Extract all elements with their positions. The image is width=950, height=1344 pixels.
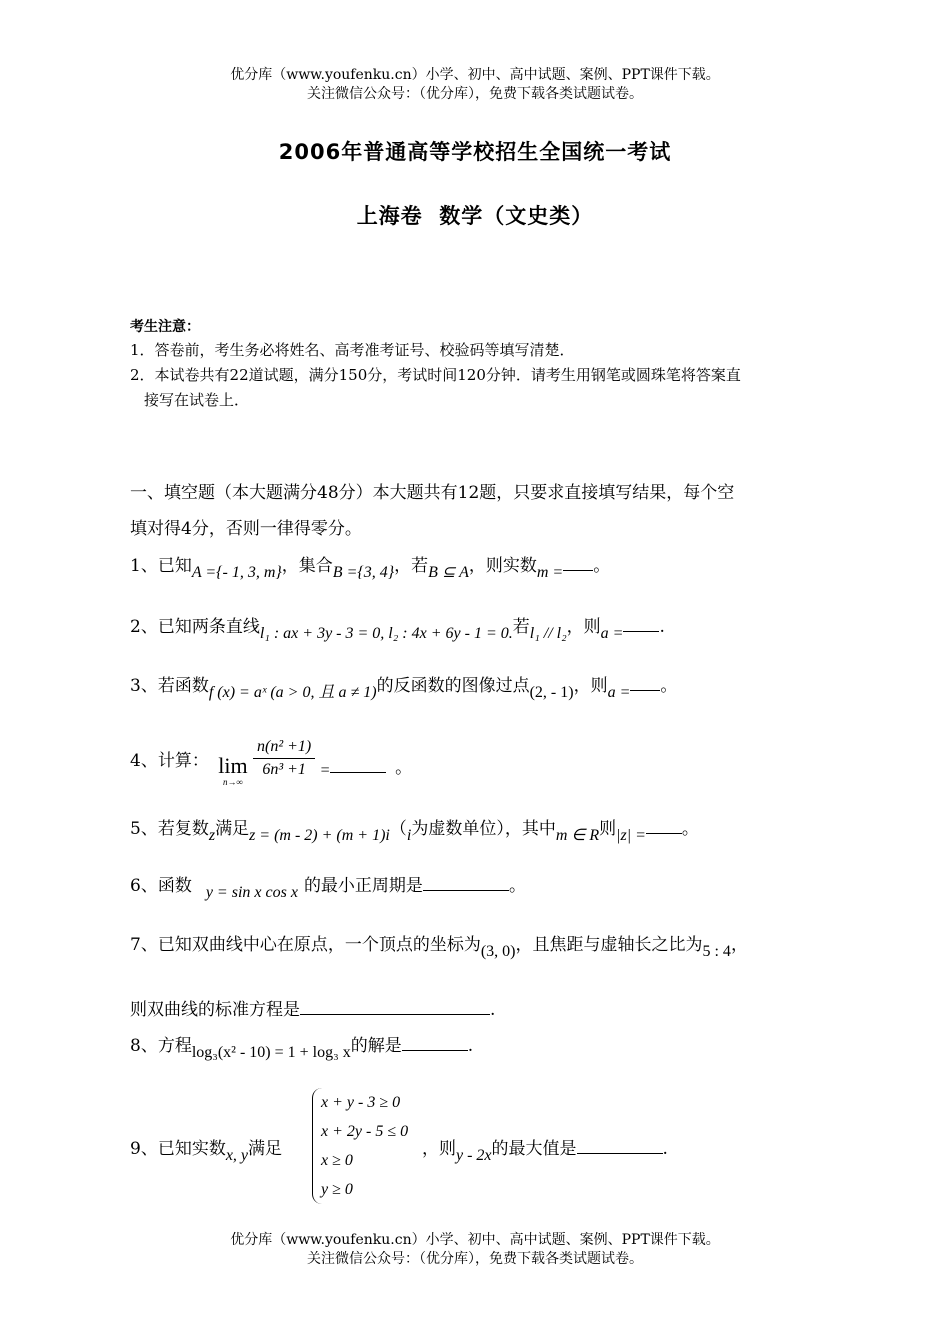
section1-intro: 一、填空题（本大题满分48分）本大题共有12题，只要求直接填写结果，每个空 [130,483,735,503]
q8-end: . [467,1036,474,1056]
q5-text-1: 5、若复数 [130,819,209,839]
page-footer-line1: 优分库（www.youfenku.cn）小学、初中、高中试题、案例、PPT课件下载。 [230,1232,720,1248]
q9-answer-blank[interactable] [577,1139,663,1154]
q4-numerator: n(n² +1) [253,738,315,759]
question-7-cont [130,995,495,1020]
notice-heading: 考生注意： [130,319,200,335]
q4-answer-blank[interactable] [330,758,386,773]
q1-math-4: m = [536,564,564,581]
q9-constraint-2: x + 2y - 5 ≤ 0 [321,1123,409,1140]
question-4 [130,738,413,787]
q4-denominator: 6n³ +1 [262,761,306,778]
q5-math-3: i [406,827,412,844]
q9-text-1: 9、已知实数 [130,1139,226,1159]
q1-text-3: ，若 [394,556,429,576]
q3-math-1: f (x) = aˣ (a > 0, 且 a ≠ 1) [208,684,377,701]
q4-lim-sub: n→∞ [222,776,243,787]
q7-end: . [490,1000,496,1020]
q8-text-1: 8、方程 [130,1036,192,1056]
q2-text-2: 若 [512,617,530,637]
section1-intro-cont: 填对得4分，否则一律得零分。 [130,519,362,539]
q2-answer-blank[interactable] [623,622,659,632]
q6-text-2: 的最小正周期是 [303,876,423,896]
q3-math-3: a = [607,684,631,701]
q8-text-2: 的解是 [350,1036,402,1056]
q5-text-4: 为虚数单位），其中 [411,819,556,839]
q5-text-5: 则 [599,819,617,839]
question-9-tail [422,1134,668,1164]
notice-item-2: 2．本试卷共有22道试题，满分150分，考试时间120分钟．请考生用钢笔或圆珠笔将答案直 [130,366,741,384]
question-2 [130,612,665,642]
q5-end: 。 [681,819,699,839]
q4-limit [218,752,248,787]
q5-answer-blank[interactable] [646,819,682,834]
q3-end: 。 [660,676,678,696]
q9-constraint-4: y ≥ 0 [321,1181,353,1198]
q5-math-1: z [208,827,216,844]
q9-math-2: y - 2x [456,1147,492,1164]
q4-fraction [253,738,315,779]
q2-text-1: 2、已知两条直线 [130,617,260,637]
q2-text-3: ，则 [566,617,601,637]
q6-end: 。 [508,876,526,896]
exam-title: 2006年普通高等学校招生全国统一考试 [278,140,672,164]
q1-answer-blank[interactable] [563,556,593,571]
q1-math-3: B ⊆ A [428,564,469,581]
q5-math-2: z = (m - 2) + (m + 1)i [249,827,390,844]
q6-answer-blank[interactable] [423,876,509,891]
page-header-line2: 关注微信公众号：（优分库），免费下载各类试题试卷。 [307,86,643,102]
q1-math-1: A ={- 1, 3, m} [191,564,282,581]
q6-math-1: y = sin x cos x [205,884,298,901]
q5-text-3: （ [389,819,407,839]
q9-text-3: ，则 [422,1139,456,1159]
q9-math-1: x, y [225,1147,249,1164]
q7-text-1: 7、已知双曲线中心在原点，一个顶点的坐标为 [130,935,481,955]
q1-text-1: 1、已知 [130,556,192,576]
question-3 [130,671,678,701]
question-1 [130,551,611,581]
page-header-line1: 优分库（www.youfenku.cn）小学、初中、高中试题、案例、PPT课件下载。 [230,67,720,83]
q7-text-3: ， [730,935,748,955]
q3-text-2: 的反函数的图像过点 [376,676,530,696]
question-6 [130,871,526,901]
q9-constraint-system [312,1088,408,1204]
q1-end: 。 [593,556,611,576]
question-8 [130,1031,474,1061]
q9-constraint-3: x ≥ 0 [321,1152,353,1169]
question-9 [130,1134,283,1164]
q9-constraint-1: x + y - 3 ≥ 0 [321,1094,401,1111]
q8-math-1: log₃(x² - 10) = 1 + log₃ x [191,1044,351,1061]
q1-text-2: ，集合 [281,556,333,576]
q5-text-2: 满足 [215,819,250,839]
q3-math-2: (2, - 1) [529,684,574,701]
q2-end: . [659,617,665,637]
question-5 [130,814,699,844]
page-footer-line2: 关注微信公众号：（优分库），免费下载各类试题试卷。 [307,1251,643,1267]
q9-text-4: 的最大值是 [491,1139,577,1159]
q6-text-1: 6、函数 [130,876,192,896]
q2-math-2: l₁ // l₂ [529,625,567,642]
q5-math-5: |z| = [616,827,646,844]
notice-item-1: 1．答卷前，考生务必将姓名、高考准考证号、校验码等填写清楚． [130,341,575,359]
q2-math-1: l₁ : ax + 3y - 3 = 0, l₂ : 4x + 6y - 1 = 0. [259,625,513,642]
q3-answer-blank[interactable] [630,676,660,691]
q9-end: . [662,1139,668,1159]
q7-math-2: 5 : 4 [702,943,731,960]
q3-text-3: ，则 [573,676,608,696]
q7-answer-blank[interactable] [300,1000,490,1015]
q3-text-1: 3、若函数 [130,676,209,696]
q5-math-4: m ∈ R [555,827,600,844]
q9-text-2: 满足 [248,1139,283,1159]
exam-subtitle: 上海卷 数学（文史类） [356,204,594,228]
question-7 [130,930,748,960]
q4-end: 。 [395,758,413,778]
q2-math-3: a = [600,625,624,642]
q8-answer-blank[interactable] [402,1036,468,1051]
notice-item-2-cont: 接写在试卷上． [144,391,250,409]
q7-math-1: (3, 0) [480,943,516,960]
q1-math-2: B ={3, 4} [332,564,395,581]
q4-equals: = [320,762,330,779]
q1-text-4: ，则实数 [468,556,537,576]
q4-text-1: 4、计算： [130,751,209,771]
q7-line2: 则双曲线的标准方程是 [130,1000,300,1020]
q4-lim: lim [218,752,248,778]
q7-text-2: ，且焦距与虚轴长之比为 [515,935,703,955]
